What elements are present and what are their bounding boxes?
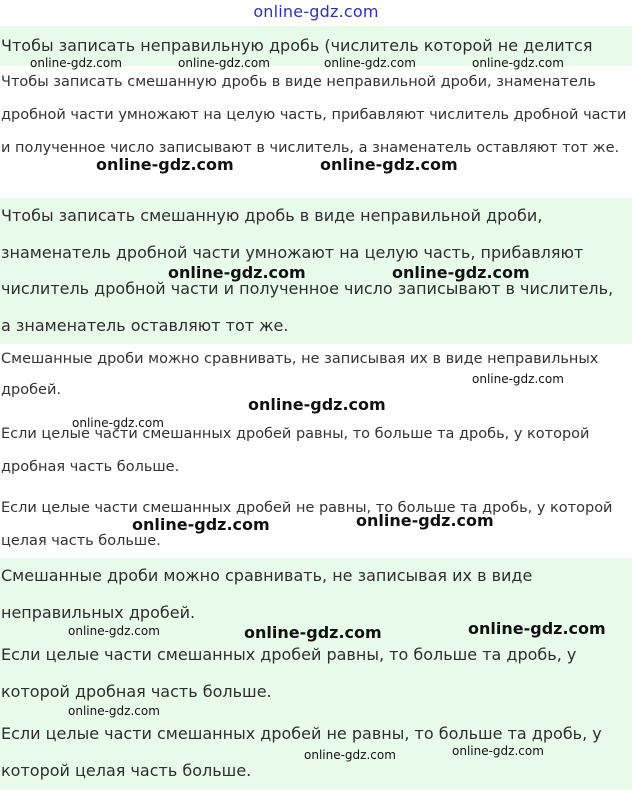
paragraph-text: Смешанные дроби можно сравнивать, не записывая их в виде неправильных дробей. — [1, 566, 533, 622]
paragraph-block — [0, 26, 632, 66]
watermark: online-gdz.com — [96, 155, 234, 174]
watermark: online-gdz.com — [68, 624, 160, 638]
watermark: online-gdz.com — [324, 56, 416, 70]
watermark: online-gdz.com — [468, 619, 606, 638]
paragraph-text: Чтобы записать неправильную дробь (числитель которой не делится — [1, 36, 593, 55]
paragraph-text: Смешанные дроби можно сравнивать, не записывая их в виде неправильных дробей. — [1, 351, 599, 398]
paragraph-block — [0, 66, 632, 198]
paragraph-text: Если целые части смешанных дробей равны, то больше та дробь, у которой дробная часть больше. — [1, 426, 590, 475]
paragraph-block — [0, 492, 632, 558]
watermark: online-gdz.com — [472, 56, 564, 70]
site-logo[interactable]: online-gdz.com — [253, 2, 379, 21]
paragraph-text: Если целые части смешанных дробей равны, то больше та дробь, у которой дробная часть больше. — [1, 645, 577, 701]
paragraph-block — [0, 558, 632, 790]
watermark: online-gdz.com — [68, 704, 160, 718]
watermark: online-gdz.com — [392, 263, 530, 282]
watermark: online-gdz.com — [248, 395, 386, 414]
watermark: online-gdz.com — [452, 744, 544, 758]
paragraph-block — [0, 198, 632, 344]
paragraph-text: Если целые части смешанных дробей не равны, то больше та дробь, у которой целая часть больше. — [1, 724, 602, 780]
watermark: online-gdz.com — [304, 748, 396, 762]
watermark: online-gdz.com — [30, 56, 122, 70]
watermark: online-gdz.com — [178, 56, 270, 70]
watermark: online-gdz.com — [356, 511, 494, 530]
paragraph-text: Чтобы записать смешанную дробь в виде неправильной дроби, знаменатель дробной части умножают на целую часть, прибавляют числитель дробной части и полученное число записывают в числитель, а знаменатель оставляют тот же. — [1, 74, 627, 156]
watermark: online-gdz.com — [472, 372, 564, 386]
watermark: online-gdz.com — [244, 623, 382, 642]
watermark: online-gdz.com — [132, 515, 270, 534]
paragraph-block — [0, 418, 632, 484]
watermark: online-gdz.com — [72, 416, 164, 430]
paragraph-block — [0, 344, 632, 418]
watermark: online-gdz.com — [168, 263, 306, 282]
paragraph-text: Чтобы записать смешанную дробь в виде неправильной дроби, знаменатель дробной части умножают на целую часть, прибавляют числитель дробной части и полученное число записывают в числитель, а знаменатель оставляют тот же. — [1, 206, 614, 335]
paragraph-text: Если целые части смешанных дробей не равны, то больше та дробь, у которой целая часть больше. — [1, 500, 613, 549]
watermark: online-gdz.com — [320, 155, 458, 174]
